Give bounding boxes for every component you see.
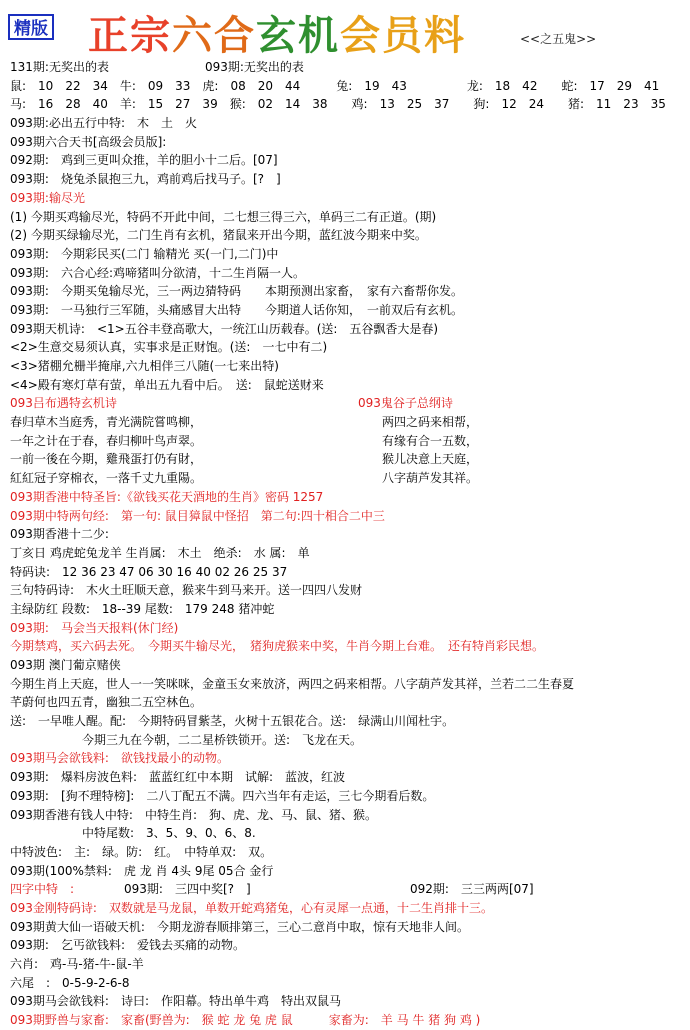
line-text-mid: 093期: 三四中奖[? ] [124, 882, 251, 897]
line-text: 093期六合天书[高级会员版]: [10, 134, 167, 149]
line-text: 093期天机诗: <1>五谷丰登高歌大，一统江山历载春。(送: 五谷飘香大是春) [10, 321, 439, 336]
text-line [10, 918, 682, 937]
line-text: 今期生肖上天庭，世人一一笑咪咪，金童玉女来放济，两四之码来相帮。八字葫芦发其祥，兰若二二生春夏 [10, 676, 575, 691]
text-line [10, 693, 682, 712]
text-line [10, 226, 682, 245]
text-line [10, 208, 682, 227]
line-text: 093期香港十二少: [10, 527, 109, 542]
line-text: 093期: 今期买兔输尽光，三一两边猜特码 本期预测出家畜， 家有六畜帮你发。 [10, 284, 463, 299]
line-text: 紅紅冠子穿棉衣，一落千丈九重陽。 [10, 471, 203, 486]
line-text: 093期: 爆料房波色料: 蓝蓝红红中本期 试解: 蓝波，红波 [10, 770, 346, 785]
line-text: 丁亥日 鸡虎蛇兔龙羊 生肖属: 木土 绝杀: 水 属: 单 [10, 545, 310, 560]
text-line [10, 843, 682, 862]
text-line [10, 282, 682, 301]
line-text: 093期野兽与家畜: 家畜(野兽为: 猴 蛇 龙 兔 虎 鼠 家畜为: 羊 马 牛 猪 狗 鸡 ) [10, 1013, 481, 1028]
text-line [10, 357, 682, 376]
text-line [10, 712, 682, 731]
line-text: 中特尾数: 3、5、9、0、6、8. [10, 826, 256, 841]
page-title [88, 4, 466, 61]
text-line [10, 432, 682, 451]
line-text: 093吕布遇特玄机诗 [10, 396, 117, 411]
line-text: 093期: 一马独行三军随，头痛感冒大出特 今期道人话你知， 一前双后有玄机。 [10, 302, 463, 317]
text-line [10, 301, 682, 320]
line-text: 093期香港有钱人中特: 中特生肖: 狗、虎、龙、马、鼠、猪、猴。 [10, 807, 377, 822]
line-text: 131期:无奖出的表 093期:无奖出的表 [10, 60, 304, 74]
line-text: 093期(100%禁料: 虎 龙 肖 4头 9尾 05合 金行 [10, 863, 274, 878]
line-text: 一年之计在于春，春归柳叶鸟声翠。 [10, 433, 203, 448]
line-text: 093金刚特码诗: 双数就是马龙鼠，单数开蛇鸡猪兔，心有灵犀一点通，十二生肖排十三。 [10, 900, 493, 915]
text-line [10, 544, 682, 563]
text-line [10, 151, 682, 170]
line-text: 093期 澳门葡京赌侠 [10, 658, 121, 672]
title-part: 玄机 [256, 12, 340, 59]
line-text: 特码诀: 12 36 23 47 06 30 16 40 02 26 25 37 [10, 564, 288, 579]
text-line [10, 974, 682, 993]
text-line [10, 1011, 682, 1030]
line-text-right: 八字葫芦发其祥。 [382, 471, 479, 486]
title-subnote: <<之五鬼>> [520, 32, 597, 46]
line-text: 芊蔚何也四五青，幽独二五空林色。 [10, 695, 203, 710]
text-line [10, 749, 682, 768]
title-part: 六合 [172, 12, 256, 59]
text-line [10, 619, 682, 638]
text-line [10, 95, 682, 114]
line-text: 一前一後在今期，雞飛蛋打仍有財， [10, 452, 203, 467]
line-text: 今期三九在今朝，二二星桥铁锁开。送: 飞龙在天。 [10, 732, 363, 747]
text-line [10, 992, 682, 1011]
line-text-right: 有缘有合一五数， [382, 433, 479, 448]
text-line [10, 114, 682, 133]
edition-badge: 精版 [8, 14, 54, 40]
text-line [10, 806, 682, 825]
line-text-right: 猴儿决意上天庭， [382, 452, 479, 467]
line-text: 六肖: 鸡-马-猪-牛-鼠-羊 [10, 957, 144, 971]
line-text: <3>猪棚允栅半掩扉,六九相伴三八随(一七来出特) [10, 359, 279, 373]
title-part: 正宗 [88, 12, 172, 59]
text-line [10, 77, 682, 96]
line-text: 主绿防红 段数: 18--39 尾数: 179 248 猪冲蛇 [10, 601, 275, 616]
text-line [10, 394, 682, 413]
text-line [10, 58, 682, 77]
line-text: (1) 今期买鸡输尽光，特码不开此中间，二七想三得三六，单码三二有正道。(期) [10, 209, 437, 224]
line-text: 093期: [狗不理特榜]: 二八丁配五不满。四六当年有走运，三七今期看后数。 [10, 788, 435, 803]
line-text: 093期: 马会当天报料(休门经) [10, 620, 179, 635]
line-text: 四字中特 : [10, 882, 87, 897]
text-line [10, 880, 682, 899]
line-text: 092期: 鸡到三更叫众推，羊的胆小十二后。[07] [10, 153, 278, 168]
title-part: 会员料 [340, 12, 466, 59]
text-line [10, 133, 682, 152]
text-line [10, 656, 682, 675]
line-text: 中特波色: 主: 绿。防: 红。 中特单双: 双。 [10, 844, 273, 859]
line-text: 093期:必出五行中特: 木 土 火 [10, 116, 197, 131]
text-line [10, 637, 682, 656]
line-text: 鼠: 10 22 34 牛: 09 33 虎: 08 20 44 兔: 19 43 龙: 18 42 蛇: 17 29 41 [10, 78, 660, 93]
text-line [10, 264, 682, 283]
line-text: 马: 16 28 40 羊: 15 27 39 猴: 02 14 38 鸡: 13 25 37 狗: 12 24 猪: 11 23 35 [10, 97, 666, 112]
line-text: 093期: 今期彩民买(二门 输精光 买(一门,二门)中 [10, 246, 279, 261]
text-line [10, 768, 682, 787]
document-body [10, 58, 682, 1030]
line-text: 093期: 烧兔杀鼠抱三九，鸡前鸡后找马子。[? ] [10, 172, 281, 187]
line-text: 三句特码诗: 木火土旺顺天意，猴来牛到马来开。送一四四八发财 [10, 583, 363, 598]
line-text-right: 092期: 三三两两[07] [410, 882, 534, 897]
line-text: <4>殿有寒灯草有萤，单出五九看中后。 送: 鼠蛇送财来 [10, 377, 324, 392]
text-line [10, 581, 682, 600]
text-line [10, 675, 682, 694]
text-line [10, 376, 682, 395]
text-line [10, 338, 682, 357]
line-text: 093期马会欲钱料: 诗曰: 作阳幕。特出单牛鸡 特出双鼠马 [10, 994, 341, 1009]
line-text: 今期禁鸡，买六码去死。 今期买牛输尽光， 猪狗虎猴来中奖，牛肖今期上台难。 还有特肖彩民想。 [10, 639, 545, 654]
line-text: 093期马会欲钱料: 欲钱找最小的动物。 [10, 751, 229, 766]
line-text: 093期: 乞丐欲钱料: 爱钱去买痛的动物。 [10, 938, 245, 953]
line-text-right: 两四之码来相帮， [382, 415, 479, 430]
line-text: 093期:输尽光 [10, 190, 85, 205]
line-text: 送: 一早唯人醒。配: 今期特码冒紫茎，火树十五银花合。送: 绿满山川闻杜宇。 [10, 714, 455, 729]
line-text: 春归草木当庭秀，青光满院嘗鸣柳， [10, 415, 203, 430]
text-line [10, 469, 682, 488]
text-line [10, 600, 682, 619]
text-line [10, 320, 682, 339]
text-line [10, 955, 682, 974]
line-text-right: 093鬼谷子总纲诗 [358, 396, 453, 411]
text-line [10, 563, 682, 582]
header [0, 0, 690, 58]
text-line [10, 899, 682, 918]
line-text: 093期黄大仙一语破天机: 今期龙游春顺排第三，三心二意肖中取，惊有天地非人间。 [10, 919, 469, 934]
line-text: 093期香港中特圣旨:《欲钱买花天酒地的生肖》密码 1257 [10, 489, 324, 504]
text-line [10, 507, 682, 526]
text-line [10, 450, 682, 469]
text-line [10, 936, 682, 955]
text-line [10, 245, 682, 264]
line-text: <2>生意交易须认真，实事求是正财饱。(送: 一七中有二) [10, 340, 328, 355]
text-line [10, 862, 682, 881]
line-text: (2) 今期买绿输尽光，二门生肖有玄机，猪鼠来开出今期，蓝红波今期来中奖。 [10, 228, 427, 243]
text-line [10, 170, 682, 189]
line-text: 093期中特两句经: 第一句: 鼠目獐鼠中怪招 第二句:四十相合二中三 [10, 508, 385, 523]
line-text: 093期: 六合心经:鸡啼猪叫分欲清，十二生肖隔一人。 [10, 265, 305, 280]
text-line [10, 731, 682, 750]
text-line [10, 189, 682, 208]
text-line [10, 413, 682, 432]
text-line [10, 525, 682, 544]
text-line [10, 488, 682, 507]
line-text: 六尾 : 0-5-9-2-6-8 [10, 975, 130, 990]
text-line [10, 787, 682, 806]
text-line [10, 824, 682, 843]
